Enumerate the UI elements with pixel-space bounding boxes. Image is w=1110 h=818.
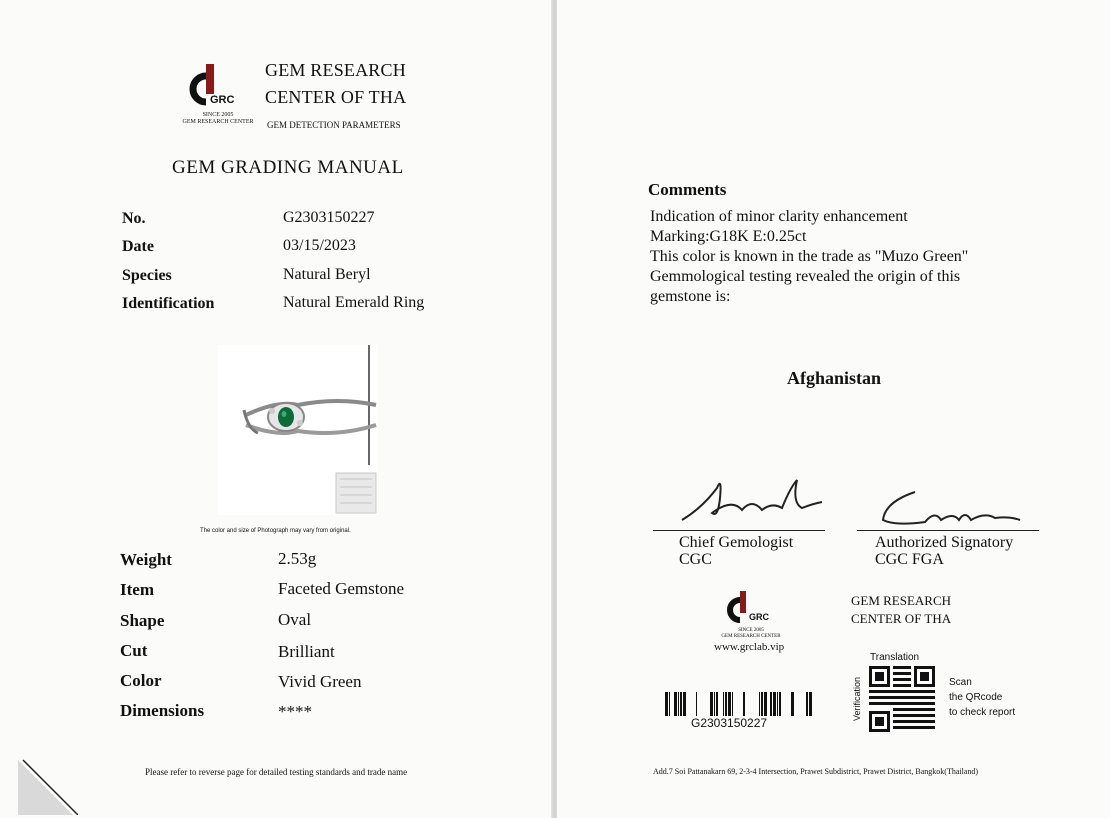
info-label-no: No. bbox=[122, 210, 146, 227]
info-value-date: 03/15/2023 bbox=[283, 237, 356, 254]
signature-1-org: CGC bbox=[679, 551, 712, 568]
logo-since: SINCE 2005 bbox=[202, 112, 234, 118]
spec-value-color: Vivid Green bbox=[278, 672, 362, 691]
ring-photo-image bbox=[218, 345, 378, 515]
info-value-no: G2303150227 bbox=[283, 209, 375, 226]
chief-gemologist-signature bbox=[672, 468, 832, 530]
logo-right-since: SINCE 2005 bbox=[738, 628, 764, 633]
right-page bbox=[557, 0, 1110, 818]
comment-line-4: Gemmological testing revealed the origin of this bbox=[650, 268, 961, 285]
spec-label-cut: Cut bbox=[120, 641, 148, 660]
spec-label-item: Item bbox=[120, 580, 154, 599]
comment-line-1: Indication of minor clarity enhancement bbox=[650, 208, 908, 225]
photo-note: The color and size of Photograph may vary from original. bbox=[200, 528, 351, 534]
spec-value-dimensions: **** bbox=[278, 702, 312, 721]
qr-code-image[interactable] bbox=[869, 666, 935, 732]
logo-right-center: GEM RESEARCH CENTER bbox=[721, 634, 781, 639]
info-label-identification: Identification bbox=[122, 295, 215, 312]
origin-country: Afghanistan bbox=[787, 368, 882, 388]
qr-instruction-3: to check report bbox=[949, 707, 1016, 718]
hologram-corner-icon bbox=[18, 755, 78, 815]
qr-side-label: Verification bbox=[852, 676, 862, 722]
qr-side-label-box bbox=[851, 668, 863, 730]
signature-2-org: CGC FGA bbox=[875, 551, 944, 568]
info-label-species: Species bbox=[122, 267, 172, 284]
comment-line-3: This color is known in the trade as "Muzo Green" bbox=[650, 248, 969, 265]
logo-grc-text: GRC bbox=[210, 94, 235, 106]
barcode-number: G2303150227 bbox=[691, 716, 768, 730]
spec-value-item: Faceted Gemstone bbox=[278, 579, 405, 598]
signature-rule-2 bbox=[857, 530, 1039, 531]
qr-instruction-1: Scan bbox=[949, 677, 972, 688]
logo-center: GEM RESEARCH CENTER bbox=[182, 119, 254, 125]
comments-title: Comments bbox=[648, 180, 727, 199]
info-label-date: Date bbox=[122, 238, 154, 255]
left-footer: Please refer to reverse page for detailed testing standards and trade name bbox=[145, 767, 408, 777]
document-title: GEM GRADING MANUAL bbox=[172, 157, 404, 178]
spec-label-weight: Weight bbox=[120, 550, 172, 569]
spec-label-dimensions: Dimensions bbox=[120, 701, 205, 720]
signature-1-role: Chief Gemologist bbox=[679, 534, 794, 551]
org-name-line1: GEM RESEARCH bbox=[851, 593, 952, 608]
left-page bbox=[0, 0, 553, 818]
spec-value-weight: 2.53g bbox=[278, 549, 317, 568]
header-line1: GEM RESEARCH bbox=[265, 60, 406, 80]
header-line2: CENTER OF THA bbox=[265, 87, 407, 107]
grc-logo bbox=[182, 62, 254, 132]
spec-value-shape: Oval bbox=[278, 610, 312, 629]
authorized-signatory-signature bbox=[875, 482, 1025, 532]
spec-label-shape: Shape bbox=[120, 611, 165, 630]
qr-instruction-2: the QRcode bbox=[949, 692, 1003, 703]
logo-right-grc-text: GRC bbox=[749, 612, 769, 622]
spec-label-color: Color bbox=[120, 671, 162, 690]
spec-value-cut: Brilliant bbox=[278, 642, 335, 661]
qr-top-label: Translation bbox=[870, 652, 920, 663]
signature-2-role: Authorized Signatory bbox=[875, 534, 1014, 551]
header-line3: GEM DETECTION PARAMETERS bbox=[267, 120, 401, 130]
address: Add.7 Soi Pattanakarn 69, 2-3-4 Intersection, Prawet Subdistrict, Prawet District, Bangkok(Thailand) bbox=[653, 767, 979, 776]
signature-rule-1 bbox=[653, 530, 825, 531]
org-name-line2: CENTER OF THA bbox=[851, 611, 952, 626]
barcode-image bbox=[665, 692, 815, 716]
info-value-species: Natural Beryl bbox=[283, 266, 371, 283]
gem-photo bbox=[218, 345, 378, 515]
website[interactable]: www.grclab.vip bbox=[714, 641, 785, 653]
comment-line-2: Marking:G18K E:0.25ct bbox=[650, 228, 807, 245]
info-value-identification: Natural Emerald Ring bbox=[283, 294, 425, 311]
comment-line-5: gemstone is: bbox=[650, 288, 731, 305]
